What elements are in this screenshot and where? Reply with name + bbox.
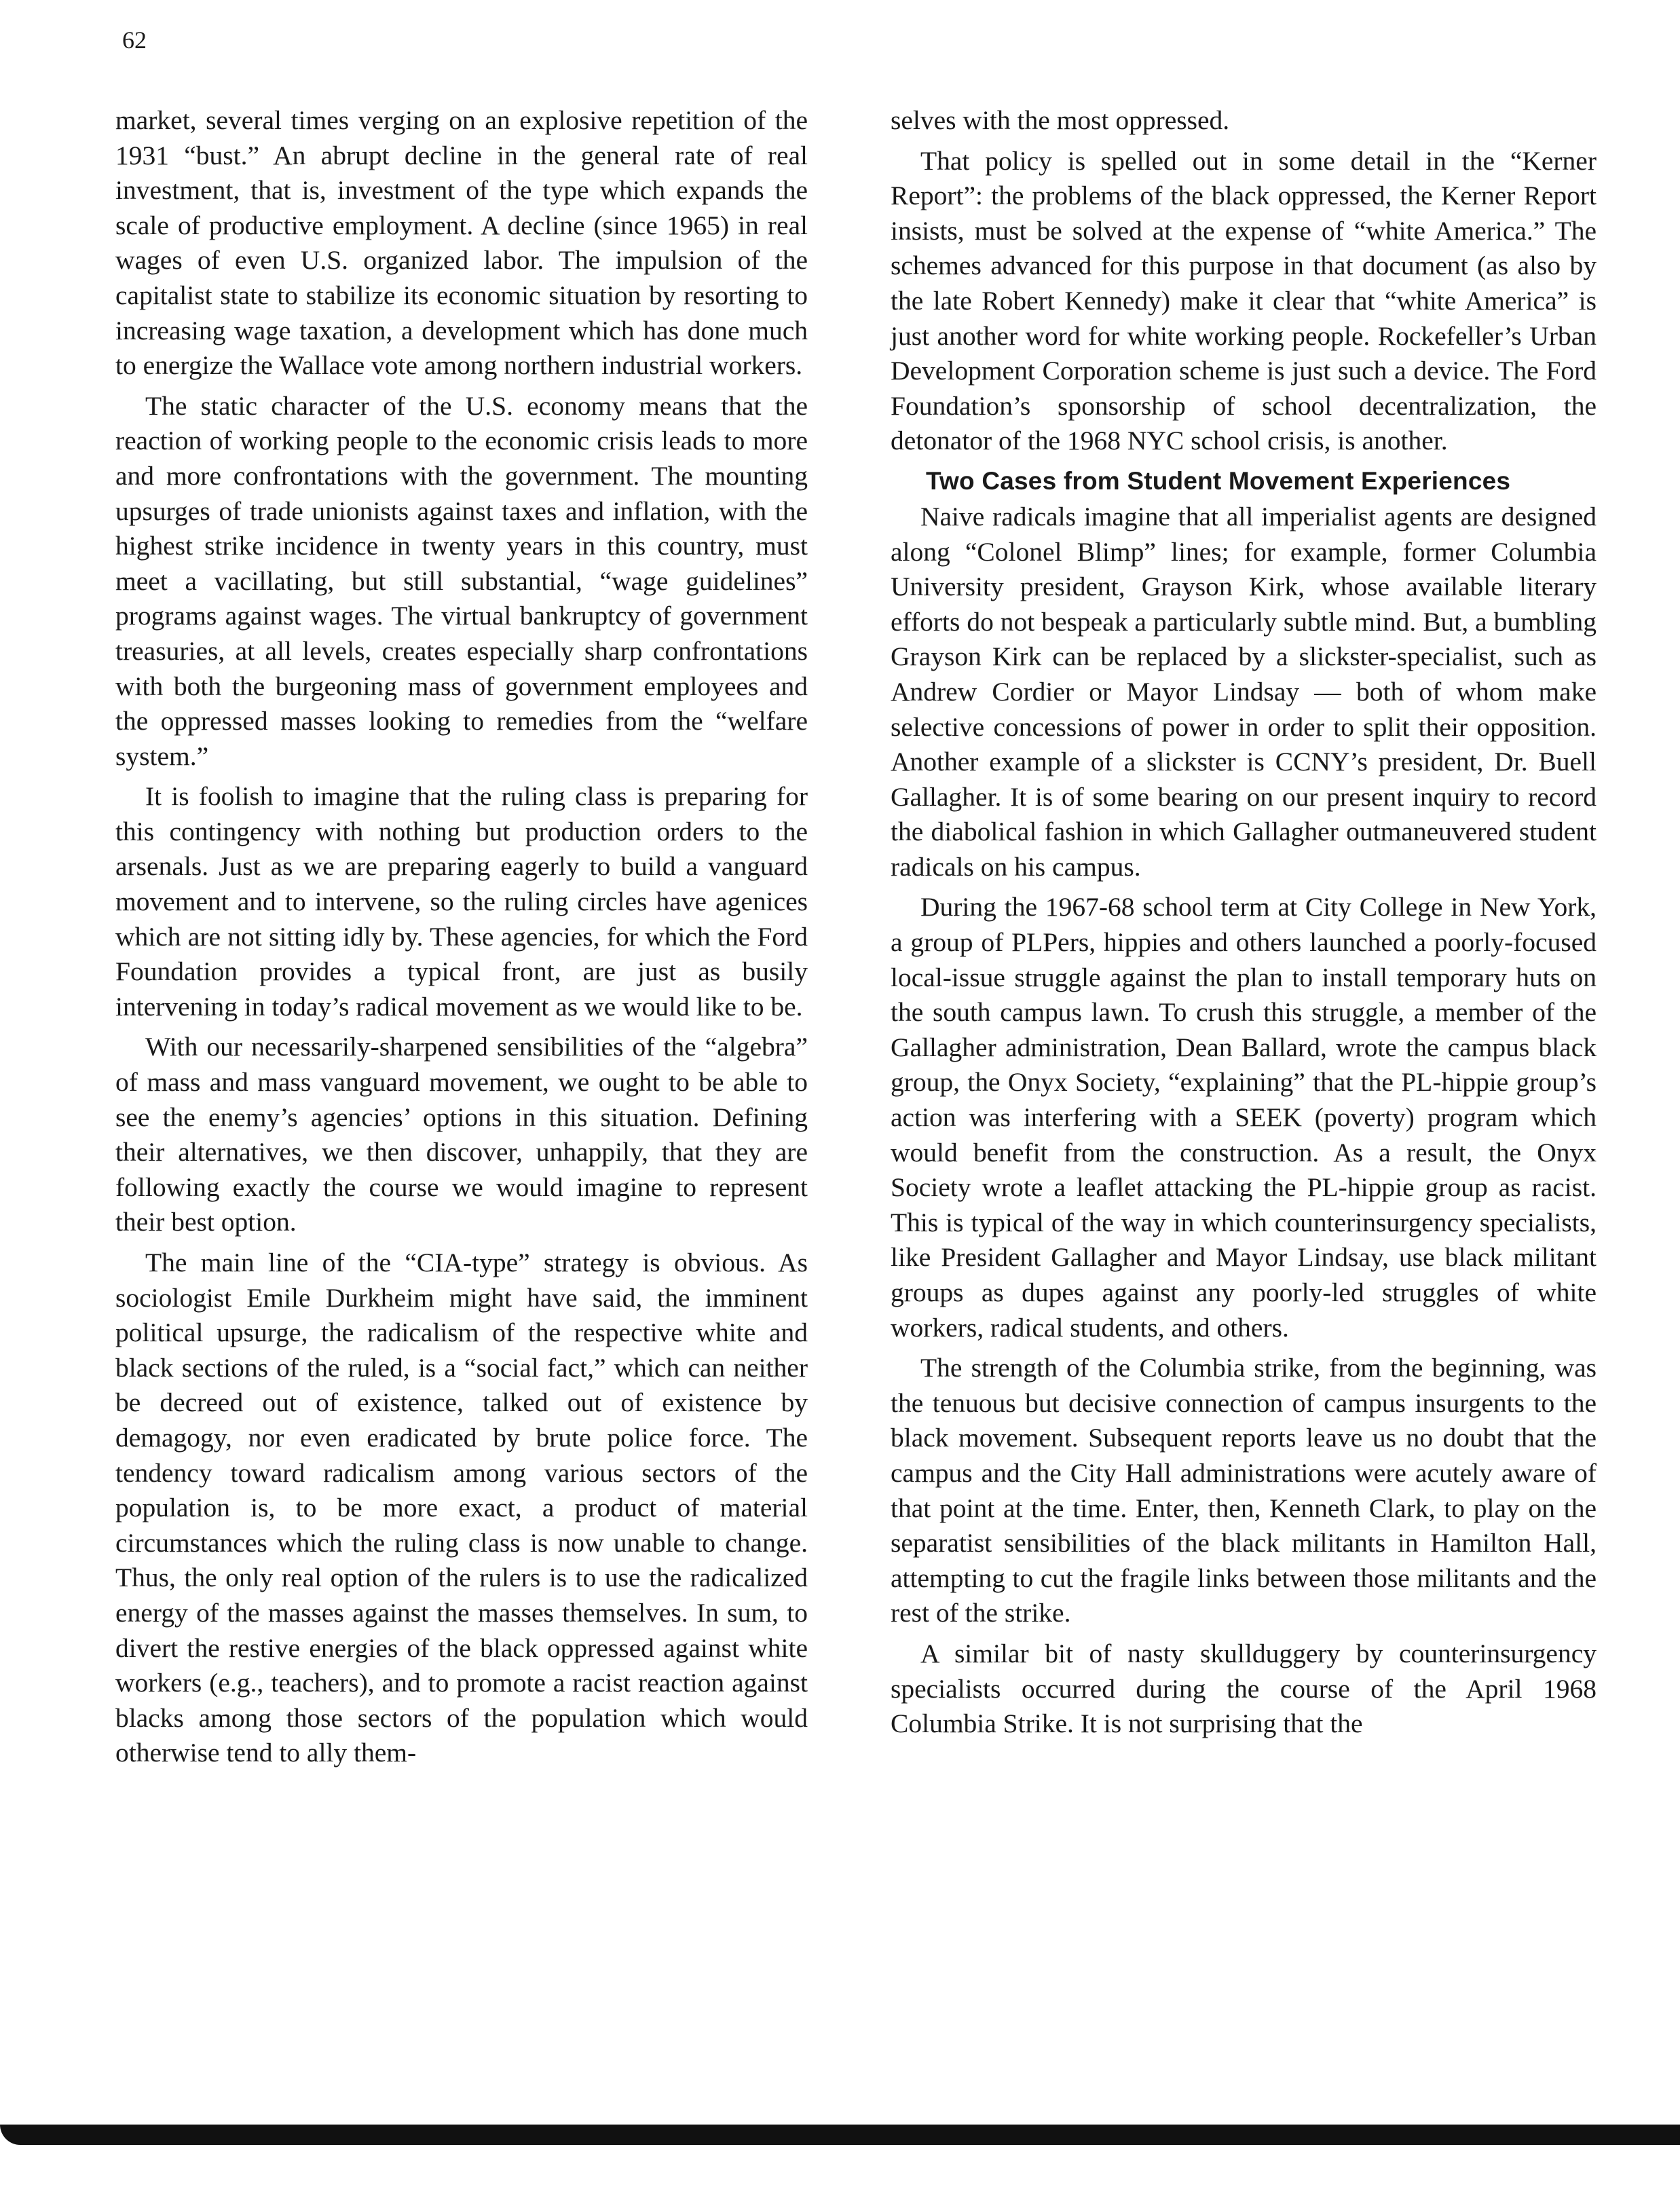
paragraph: The strength of the Columbia strike, from the beginning, was the tenuous but decisive connection of campus insurgents to the black movement. Subsequent reports leave us no doubt that the campus and the City Hall administrations were acutely aware of that point at the time. Enter, then, Kenneth Clark, to play on the separatist sensibilities of the black militants in Hamilton Hall, attempting to cut the fragile links between those militants and the rest of the strike. xyxy=(891,1353,1597,1628)
paragraph: The main line of the “CIA-type” strategy is obvious. As sociologist Emile Durkheim might have said, the imminent political upsurge, the radicalism of the respective white and black sections of the ruled, is a “social fact,” which can neither be decreed out of existence, talked out of existence by demagogy, nor even eradicated by brute police force. The tendency toward radicalism among various sectors of the population is, to be more exact, a product of material circumstances which the ruling class is now unable to change. Thus, the only real option of the rulers is to use the radicalized energy of the masses against the masses themselves. In sum, to divert the restive energies of the black oppressed against white workers (e.g., teachers), and to promote a racist reaction against blacks among those sectors of the population which would otherwise tend to ally them- xyxy=(115,1248,808,1768)
paragraph: It is foolish to imagine that the ruling class is preparing for this contingency with nothing but production orders to the arsenals. Just as we are preparing eagerly to build a vanguard movement and to intervene, so the ruling circles have agenices which are not sitting idly by. These agencies, for which the Ford Foundation provides a typical front, are just as busily intervening in today’s radical movement as we would like to be. xyxy=(115,781,808,1022)
scan-edge-bar xyxy=(0,2125,1680,2145)
paragraph: That policy is spelled out in some detail in the “Kerner Report”: the problems of the black oppressed, the Kerner Report insists, must be solved at the expense of “white America.” The schemes advanced for this purpose in that document (as also by the late Robert Kennedy) make it clear that “white America” is just another word for white working people. Rockefeller’s Urban Development Corporation scheme is just such a device. The Ford Foundation’s sponsorship of school decentralization, the detonator of the 1968 NYC school crisis, is another. xyxy=(891,145,1597,456)
page-number: 62 xyxy=(122,26,147,54)
right-column xyxy=(891,103,1597,1747)
paragraph: During the 1967-68 school term at City College in New York, a group of PLPers, hippies and others launched a poorly-focused local-issue struggle against the plan to install temporary huts on the south campus lawn. To crush this struggle, a member of the Gallagher administration, Dean Ballard, wrote the campus black group, the Onyx Society, “explaining” that the PL-hippie group’s action was interfering with a SEEK (poverty) program which would benefit from the construction. As a result, the Onyx Society wrote a leaflet attacking the PL-hippie group as racist. This is typical of the way in which counterinsurgency specialists, like President Gallagher and Mayor Lindsay, use black militant groups as dupes against any poorly-led struggles of white workers, radical students, and others. xyxy=(891,892,1597,1343)
paragraph: A similar bit of nasty skullduggery by counterinsurgency specialists occurred during the course of the April 1968 Columbia Strike. It is not surprising that the xyxy=(891,1638,1597,1739)
paragraph: With our necessarily-sharpened sensibilities of the “algebra” of mass and mass vanguard movement, we ought to be able to see the enemy’s agencies’ options in this situation. Defining their alternatives, we then discover, unhappily, that they are following exactly the course we would imagine to represent their best option. xyxy=(115,1032,808,1237)
section-heading: Two Cases from Student Movement Experiences xyxy=(926,466,1511,495)
paragraph: The static character of the U.S. economy means that the reaction of working people to the economic crisis leads to more and more confrontations with the government. The mounting upsurges of trade unionists against taxes and inflation, with the highest strike incidence in twenty years in this country, must meet a vacillating, but still substantial, “wage guidelines” programs against wages. The virtual bankruptcy of government treasuries, at all levels, creates especially sharp confrontations with both the burgeoning mass of government employees and the oppressed masses looking to remedies from the “welfare system.” xyxy=(115,390,808,771)
paragraph: selves with the most oppressed. xyxy=(891,105,1230,135)
paragraph: Naive radicals imagine that all imperialist agents are designed along “Colonel Blimp” lines; for example, former Columbia University president, Grayson Kirk, whose available literary efforts do not bespeak a particularly subtle mind. But, a bumbling Grayson Kirk can be replaced by a slickster-specialist, such as Andrew Cordier or Mayor Lindsay — both of whom make selective concessions of power in order to split their opposition. Another example of a slickster is CCNY’s president, Dr. Buell Gallagher. It is of some bearing on our present inquiry to record the diabolical fashion in which Gallagher outmaneuvered student radicals on his campus. xyxy=(891,501,1597,882)
left-column xyxy=(115,103,808,1776)
paragraph: market, several times verging on an explosive repetition of the 1931 “bust.” An abrupt decline in the general rate of real investment, that is, investment of the type which expands the scale of productive employment. A decline (since 1965) in real wages of even U.S. organized labor. The impulsion of the capitalist state to stabilize its economic situation by resorting to increasing wage taxation, a development which has done much to energize the Wallace vote among northern industrial workers. xyxy=(115,105,808,381)
